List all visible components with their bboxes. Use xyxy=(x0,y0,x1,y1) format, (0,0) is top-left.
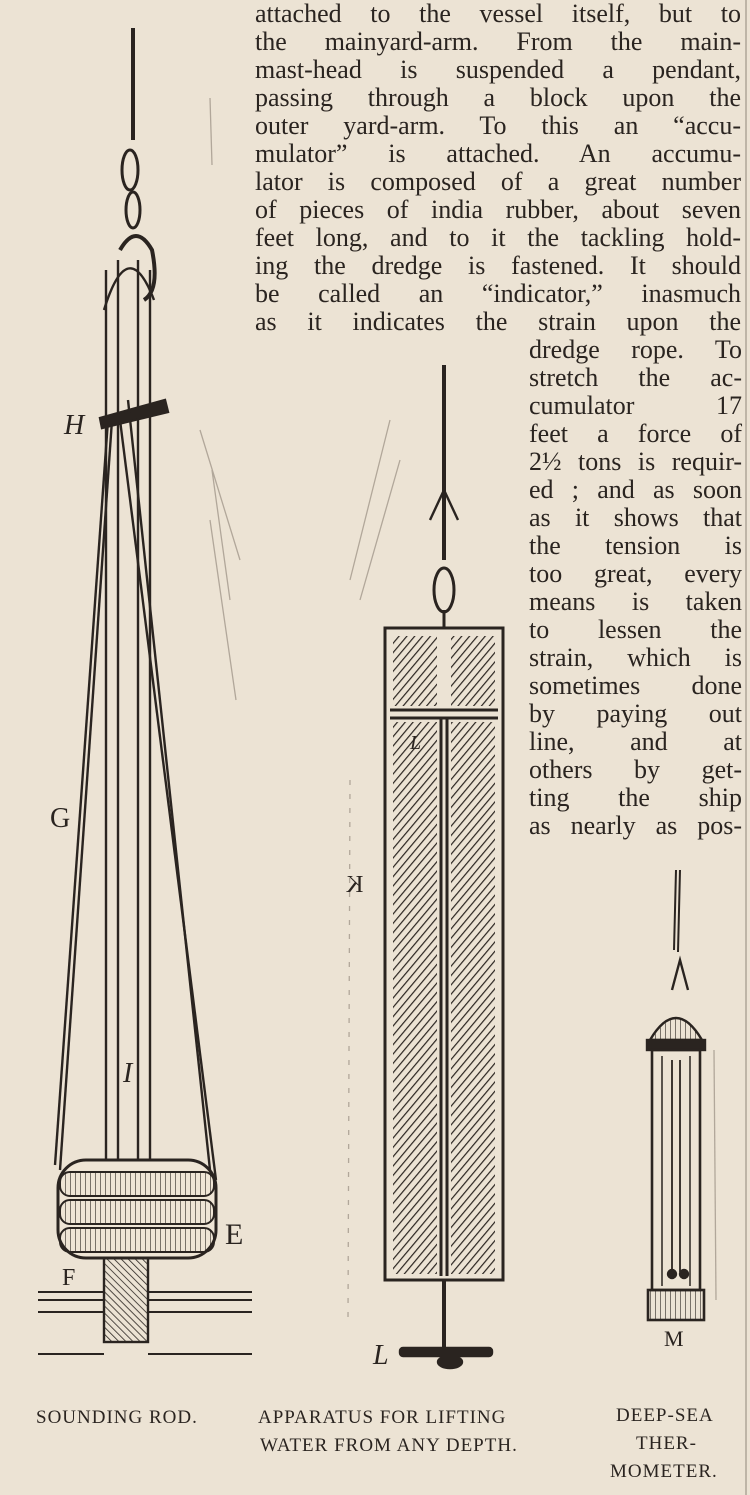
text-line: by paying out xyxy=(529,699,742,728)
text-line: others by get- xyxy=(529,755,742,784)
label-m: M xyxy=(664,1326,684,1351)
text-line: passing through a block upon the xyxy=(255,83,741,112)
label-l-top: L xyxy=(410,732,422,754)
text-line: as it indicates the strain upon the xyxy=(255,307,741,336)
caption-thermometer-line2: THER- xyxy=(636,1433,697,1454)
label-l-bottom: L xyxy=(373,1340,389,1371)
caption-sounding-rod: SOUNDING ROD. xyxy=(36,1407,198,1428)
text-line: feet a force of xyxy=(529,419,742,448)
label-f: F xyxy=(62,1265,76,1291)
text-line: lator is composed of a great number xyxy=(255,167,741,196)
caption-thermometer-line3: MOMETER. xyxy=(610,1461,718,1482)
label-i: I xyxy=(123,1058,133,1089)
thermometer-figure xyxy=(647,870,716,1320)
text-line: mulator” is attached. An accumu- xyxy=(255,139,741,168)
caption-thermometer-line1: DEEP-SEA xyxy=(616,1405,714,1426)
text-line: to lessen the xyxy=(529,615,742,644)
label-k: K xyxy=(346,872,364,898)
text-line: sometimes done xyxy=(529,671,742,700)
text-line: mast-head is suspended a pendant, xyxy=(255,55,741,84)
text-line: outer yard-arm. To this an “accu- xyxy=(255,111,741,140)
caption-water-apparatus-line2: WATER FROM ANY DEPTH. xyxy=(260,1435,518,1456)
text-line: too great, every xyxy=(529,559,742,588)
sounding-rod-figure xyxy=(38,28,252,1354)
text-line: as it shows that xyxy=(529,503,742,532)
label-e: E xyxy=(225,1218,244,1251)
caption-water-apparatus-line1: APPARATUS FOR LIFTING xyxy=(258,1407,507,1428)
text-line: strain, which is xyxy=(529,643,742,672)
text-line: means is taken xyxy=(529,587,742,616)
text-line: attached to the vessel itself, but to xyxy=(255,0,741,28)
text-line: of pieces of india rubber, about seven xyxy=(255,195,741,224)
text-line: the mainyard-arm. From the main- xyxy=(255,27,741,56)
page-edge xyxy=(745,0,747,1495)
text-line: be called an “indicator,” inasmuch xyxy=(255,279,741,308)
text-line: the tension is xyxy=(529,531,742,560)
text-line: ting the ship xyxy=(529,783,742,812)
text-line: feet long, and to it the tackling hold- xyxy=(255,223,741,252)
water-apparatus-figure xyxy=(348,365,503,1368)
text-line: as nearly as pos- xyxy=(529,811,742,840)
text-line: 2½ tons is requir- xyxy=(529,447,742,476)
text-line: dredge rope. To xyxy=(529,335,742,364)
text-line: stretch the ac- xyxy=(529,363,742,392)
text-line: cumulator 17 xyxy=(529,391,742,420)
label-h: H xyxy=(64,410,85,441)
label-g: G xyxy=(50,803,71,834)
text-line: ed ; and as soon xyxy=(529,475,742,504)
text-line: line, and at xyxy=(529,727,742,756)
text-line: ing the dredge is fastened. It should xyxy=(255,251,741,280)
